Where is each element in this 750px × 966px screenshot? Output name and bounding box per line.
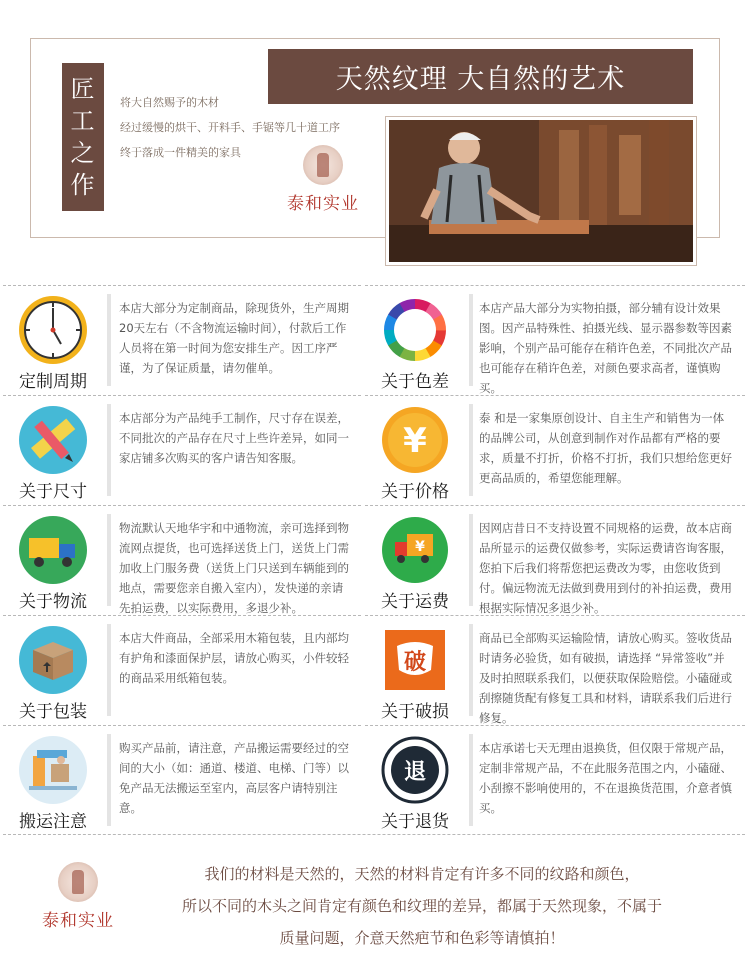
svg-text:¥: ¥ xyxy=(403,421,427,461)
info-cell-returns xyxy=(365,725,745,835)
divider xyxy=(107,514,111,606)
cell-description: 本店大部分为定制商品，除现货外，生产周期20天左右（不含物流运输时间），付款后工作人员将在第一时间为您安排生产。因工序严谨，为了保证质量，请勿催单。 xyxy=(119,301,349,375)
info-cell-color-difference xyxy=(365,285,745,395)
brand-logo: 泰和实业 xyxy=(38,862,118,944)
vertical-title: 匠 工 之 作 xyxy=(62,63,104,211)
cell-description: 购买产品前，请注意，产品搬运需要经过的空间的大小（如：通道、楼道、电梯、门等）以免产品无法搬运至室内，高层客户请特别注意。 xyxy=(119,741,349,815)
info-cell-shipping-fee xyxy=(365,505,745,615)
cell-label: 关于包装 xyxy=(19,702,87,722)
color-wheel-icon xyxy=(365,290,465,370)
yen-coin-icon xyxy=(365,400,465,480)
info-cell-production-period xyxy=(3,285,361,395)
ruler-pencil-icon xyxy=(3,400,103,480)
info-cell-logistics xyxy=(3,505,361,615)
cell-label: 搬运注意 xyxy=(19,812,87,832)
info-cell-price xyxy=(365,395,745,505)
cell-label: 关于物流 xyxy=(19,592,87,612)
divider xyxy=(107,624,111,716)
divider xyxy=(3,834,745,835)
cell-description: 物流默认天地华宇和中通物流，亲可选择到物流网点提货，也可选择送货上门，送货上门需加收上门服务费（送货上门只送到车辆能到的地点，需要您亲自搬入室内），发快递的亲请先拍运费，以实际费用，多退少补。 xyxy=(119,521,349,615)
brand-seal-icon xyxy=(303,145,343,185)
brand-seal-icon xyxy=(58,862,98,902)
divider xyxy=(469,514,473,606)
moving-workers-icon xyxy=(3,730,103,810)
divider xyxy=(469,404,473,496)
truck-icon xyxy=(3,510,103,590)
closing-notice: 我们的材料是天然的，天然的材料肯定有许多不同的纹路和颜色， 所以不同的木头之间肯定有颜色和纹理的差异，都属于天然现象，不属于 质量问题，介意天然疤节和色彩等请慎拍！ xyxy=(181,865,662,947)
info-cell-damage xyxy=(365,615,745,725)
shipping-fee-icon xyxy=(365,510,465,590)
cell-description: 本店产品大部分为实物拍摄，部分辅有设计效果图。因产品特殊性、拍摄光线、显示器参数等因素影响，个别产品可能存在稍许色差，不同批次产品也可能存在稍许色差，对颜色要求高者，谨慎购买。 xyxy=(479,301,732,395)
divider xyxy=(469,624,473,716)
cell-description: 泰 和是一家集原创设计、自主生产和销售为一体的品牌公司，从创意到制作对作品都有严格的要求，质量不打折，价格不打折，我们只想给您更好更高品质的，希望您能理解。 xyxy=(479,411,732,485)
cell-description: 本店部分为产品纯手工制作，尺寸存在误差，不同批次的产品存在尺寸上些许差异，如同一家店铺多次购买的客户请告知客服。 xyxy=(119,411,349,465)
brand-logo: 泰和实业 xyxy=(283,145,363,227)
cell-description: 本店大件商品，全部采用木箱包装，且内部均有护角和漆面保护层，请放心购买，小件较轻的商品采用纸箱包装。 xyxy=(119,631,349,685)
craftsman-photo xyxy=(386,117,696,265)
svg-text:退: 退 xyxy=(403,760,427,785)
cell-label: 关于退货 xyxy=(381,812,449,832)
cell-label: 定制周期 xyxy=(19,372,87,392)
banner-title: 天然纹理 大自然的艺术 xyxy=(268,49,693,104)
svg-text:¥: ¥ xyxy=(415,539,425,555)
package-box-icon xyxy=(3,620,103,700)
divider xyxy=(107,294,111,386)
cell-label: 关于色差 xyxy=(381,372,449,392)
cell-description: 本店承诺七天无理由退换货，但仅限于常规产品，定制非常规产品，不在此服务范围之内，小磕碰、小刮擦不影响使用的，不在退换货范围，介意者慎买。 xyxy=(479,741,732,815)
broken-badge-icon xyxy=(365,620,465,700)
divider xyxy=(107,404,111,496)
divider xyxy=(469,734,473,826)
intro-text: 将大自然赐予的木材 经过缓慢的烘干、开料手、手锯等几十道工序 终于落成一件精美的家具 xyxy=(120,96,340,159)
info-cell-size xyxy=(3,395,361,505)
return-badge-icon xyxy=(365,730,465,810)
cell-label: 关于价格 xyxy=(381,482,449,502)
divider xyxy=(107,734,111,826)
cell-description: 商品已全部购买运输险情，请放心购买。签收货品时请务必验货，如有破损，请选择 “异常签收”并及时拍照联系我们，以便获取保险赔偿。小磕碰或刮擦随货配有修复工具和材料，请联系我们后进行修复。 xyxy=(479,631,732,725)
cell-description: 因网店昔日不支持设置不同规格的运费，故本店商品所显示的运费仅做参考，实际运费请咨询客服，您拍下后我们将帮您把运费改为零，由您收货到付。偏远物流无法做到费用到付的补拍运费，费用根据实际情况多退少补。 xyxy=(479,521,732,615)
info-cell-packaging xyxy=(3,615,361,725)
cell-label: 关于破损 xyxy=(381,702,449,722)
cell-label: 关于运费 xyxy=(381,592,449,612)
svg-text:破: 破 xyxy=(403,650,427,675)
divider xyxy=(469,294,473,386)
info-cell-moving xyxy=(3,725,361,835)
clock-icon xyxy=(3,290,103,370)
info-grid xyxy=(0,285,750,835)
cell-label: 关于尺寸 xyxy=(19,482,87,502)
